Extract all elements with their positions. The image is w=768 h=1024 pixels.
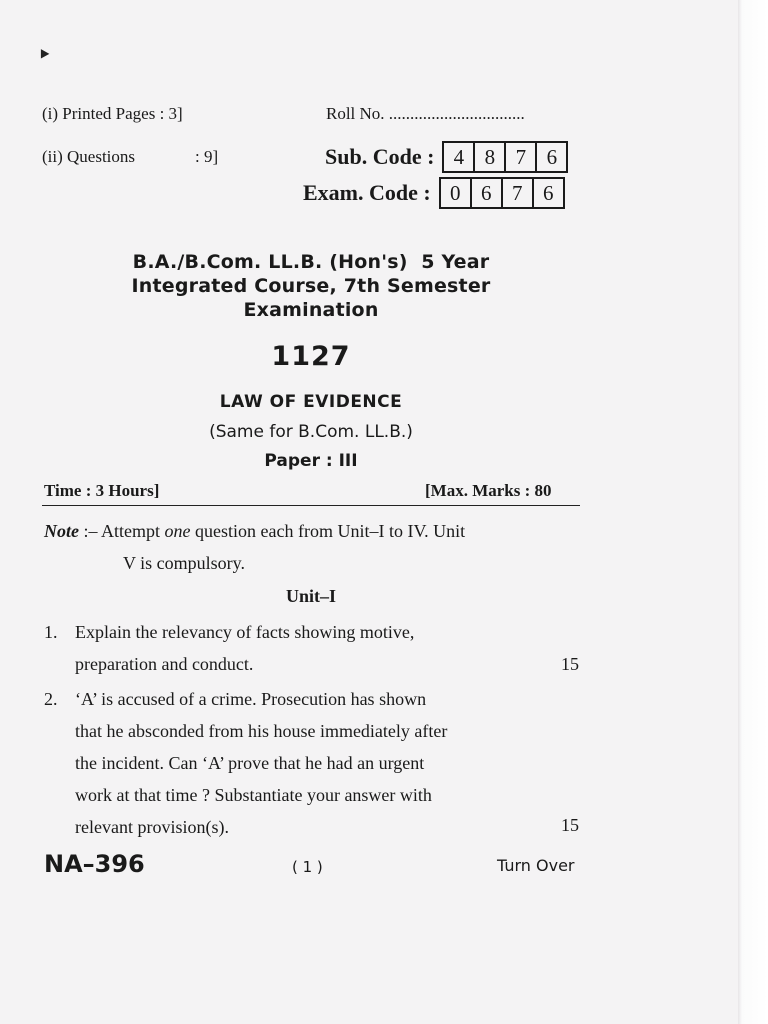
sub-code-label: Sub. Code : [325,144,435,169]
paper-code: 1127 [271,341,351,372]
sub-code-boxes [442,141,568,173]
question-line: work at that time ? Substantiate your answer with [75,785,432,805]
divider-rule [42,505,580,506]
max-marks: [Max. Marks : 80 [425,481,552,500]
page-number: ( 1 ) [292,858,323,876]
exam-code-digit: 6 [470,179,501,207]
question-text [75,683,545,843]
note-emphasis: one [164,521,191,541]
questions-label: (ii) Questions [42,147,136,166]
sub-code-digit: 6 [535,143,566,171]
scanned-page-edge [738,0,768,1024]
subject-title: LAW OF EVIDENCE [219,392,403,412]
time-allowed: Time : 3 Hours] [44,481,160,500]
printed-pages: (i) Printed Pages : 3] [42,104,183,123]
instruction-note [44,515,580,547]
paper-footer-code: NA–396 [44,850,145,878]
question-text [75,616,545,680]
course-line-1: B.A./B.Com. LL.B. (Hon's) 5 Year [132,251,490,273]
question-line: ‘A’ is accused of a crime. Prosecution has shown [75,689,427,709]
question-marks: 15 [561,654,579,674]
exam-code-boxes [439,177,565,209]
question-line: Explain the relevancy of facts showing motive, [75,622,415,642]
same-for-note: (Same for B.Com. LL.B.) [209,422,413,442]
note-text-before: :– Attempt [83,521,165,541]
question-line: the incident. Can ‘A’ prove that he had an urgent [75,753,425,773]
sub-code-digit: 7 [504,143,535,171]
paper-number: Paper : III [264,451,358,471]
sub-code-digit: 4 [453,145,465,169]
roll-no: Roll No. ................................ [326,104,525,123]
unit-heading: Unit–I [285,586,336,606]
scan-mark: ‣ [38,42,51,67]
exam-code-digit: 0 [449,181,461,205]
question-number: 2. [44,689,58,709]
exam-code-digit: 7 [501,179,532,207]
question-line: preparation and conduct. [75,654,254,674]
question-marks: 15 [561,815,579,835]
exam-code [303,177,565,209]
course-line-2: Integrated Course, 7th Semester [131,275,491,297]
question-line: that he absconded from his house immediately after [75,721,448,741]
note-label: Note [44,521,79,541]
sub-code-digit: 8 [473,143,504,171]
turn-over-label: Turn Over [497,856,575,875]
question-line: relevant provision(s). [75,817,229,837]
sub-code [325,141,568,173]
exam-code-digit: 6 [532,179,563,207]
exam-code-label: Exam. Code : [303,180,431,205]
note-line-2: V is compulsory. [123,553,246,573]
question-number: 1. [44,622,58,642]
question-2 [0,683,600,848]
course-line-3: Examination [243,299,379,321]
note-text-after: question each from Unit–I to IV. Unit [190,521,466,541]
questions-count: : 9] [195,147,219,166]
question-1 [0,616,600,686]
